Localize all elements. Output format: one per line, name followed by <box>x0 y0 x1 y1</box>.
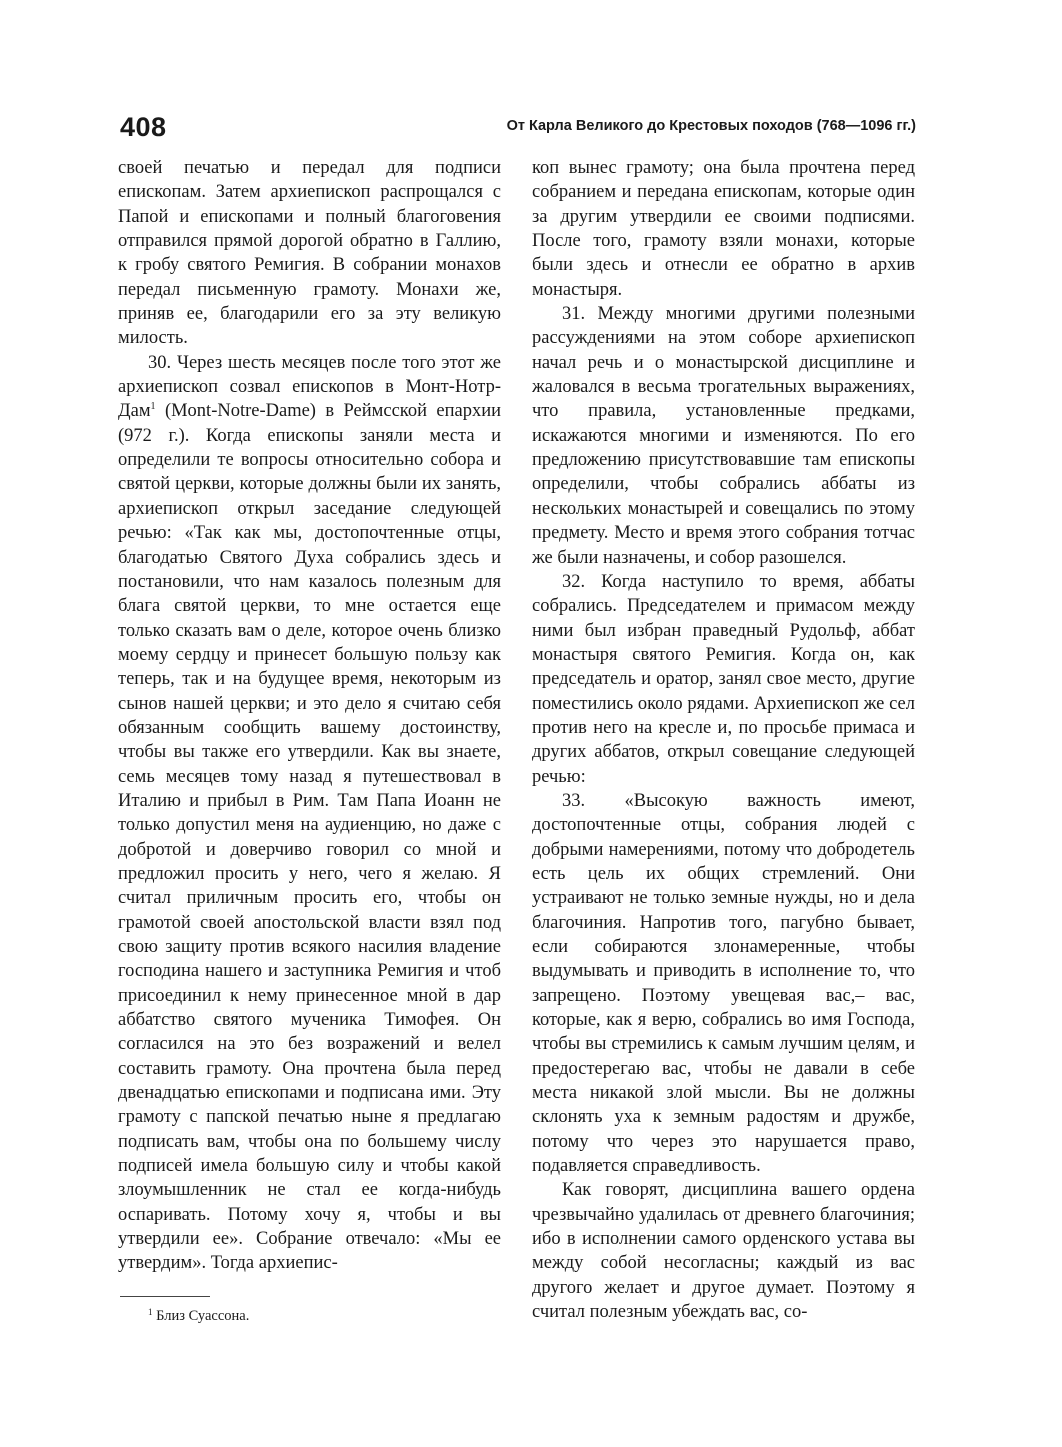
running-title: От Карла Великого до Крестовых походов (768—1096 гг.) <box>506 118 916 134</box>
paragraph: коп вынес грамоту; она была прочтена перед собранием и передана епископам, которые один за другим утвердили ее своими подписями. После того, грамоту взяли монахи, которые были здесь и отнесли ее обратно в архив монастыря. <box>532 158 915 300</box>
footnote-reference: 1 <box>150 401 156 413</box>
paragraph-32: 32. Когда наступило то время, аббаты собрались. Председателем и примасом между ними был избран праведный Рудольф, аббат монастыря святого Ремигия. Когда он, как председатель и оратор, занял свое место, другие поместились около рядами. Архиепископ же сел против него на кресле и, по просьбе примаса и других аббатов, открыл совещание следующей речью: <box>532 571 915 787</box>
footnote-mark: 1 <box>148 1307 153 1317</box>
left-column <box>118 156 501 1276</box>
paragraph-text: (Mont-Notre-Dame) в Реймсской епархии (972 г.). Когда епископы заняли места и определили те вопросы относительно собора и святой церкви, которые должны были их занять, архиепископ открыл заседание следующей речью: «Так как мы, достопочтенные отцы, благодатью Святого Духа собрались здесь и постановили, что нам казалось полезным для блага святой церкви, то мне остается еще только сказать вам о деле, которое очень близко моему сердцу и принесет большую пользу как теперь, так и на будущее время, некоторым из сынов нашей церкви; и это дело я считаю себя обязанным сообщить вашему достоинству, чтобы вы также его утвердили. Как вы знаете, семь месяцев тому назад я путешествовал в Италию и прибыл в Рим. Там Папа Иоанн не только допустил меня на аудиенцию, но даже с добротой и доверчиво говорил со мной и предложил просить у него, чего я желаю. Я считал приличным просить его, чтобы он грамотой своей апостольской власти взял под свою защиту против всякого насилия владение господина нашего и заступника Ремигия и чтоб присоединил к нему принесенное мной в дар аббатство святого мученика Тимофея. Он согласился на это без возражений и велел составить грамоту. Она прочтена была перед двенадцатью епископами и подписана ими. Эту грамоту с папской печатью ныне я предлагаю подписать вам, чтобы она по большему числу подписей имела большую силу и чтобы какой злоумышленник не стал ее когда-нибудь оспаривать. Потому хочу я, чтобы и вы утвердили ее». Собрание отвечало: «Мы ее утвердим». Тогда архиепис- <box>118 401 501 1274</box>
footnote <box>148 1308 249 1325</box>
paragraph-30 <box>118 351 501 1276</box>
footnote-text: Близ Суассона. <box>152 1308 250 1324</box>
paragraph: Как говорят, дисциплина вашего ордена чрезвычайно удалилась от древнего благочиния; ибо в исполнении самого орденского устава вы между собой несогласны; каждый из вас другого желает и другое думает. Поэтому я считал полезным убеждать вас, со- <box>532 1180 915 1323</box>
right-column <box>532 156 915 1325</box>
paragraph-text: 30. Через шесть месяцев после того этот же архиепископ созвал епископов в Монт-Нотр-Дам <box>118 352 501 422</box>
paragraph-33: 33. «Высокую важность имеют, достопочтенные отцы, собрания людей с добрыми намерениями, потому что добродетель есть цель их общих стремлений. Они устраивают не только земные нужды, но и дела благочиния. Напротив того, пагубно бывает, если собираются злонамеренные, чтобы выдумывать и приводить в исполнение то, что запрещено. Поэтому увещевая вас,– вас, которые, как я верю, собрались во имя Господа, чтобы вы стремились к самым лучшим целям, и предостерегаю вас, чтобы не давали в себе места никакой злой мысли. Вы не должны склонять уха к земным радостям и дружбе, потому что через это нарушается право, подавляется справедливость. <box>532 790 915 1177</box>
footnote-divider <box>120 1296 210 1297</box>
paragraph: своей печатью и передал для подписи епископам. Затем архиепископ распрощался с Папой и епископами и полный благоговения отправился прямой дорогой обратно в Галлию, к гробу святого Ремигия. В собрании монахов передал письменную грамоту. Монахи же, приняв ее, благодарили его за эту великую милость. <box>118 158 501 349</box>
paragraph-31: 31. Между многими другими полезными рассуждениями на этом соборе архиепископ начал речь и о монастырской дисциплине и жаловался в весьма трогательных выражениях, что правила, установленные предками, искажаются многими и изменяются. По его предложению присутствовавшие там епископы определили, чтобы собрались аббаты из нескольких монастырей и совещались по этому предмету. Место и время этого собрания тотчас же были назначены, и собор разошелся. <box>532 304 915 568</box>
page-number: 408 <box>120 112 167 142</box>
